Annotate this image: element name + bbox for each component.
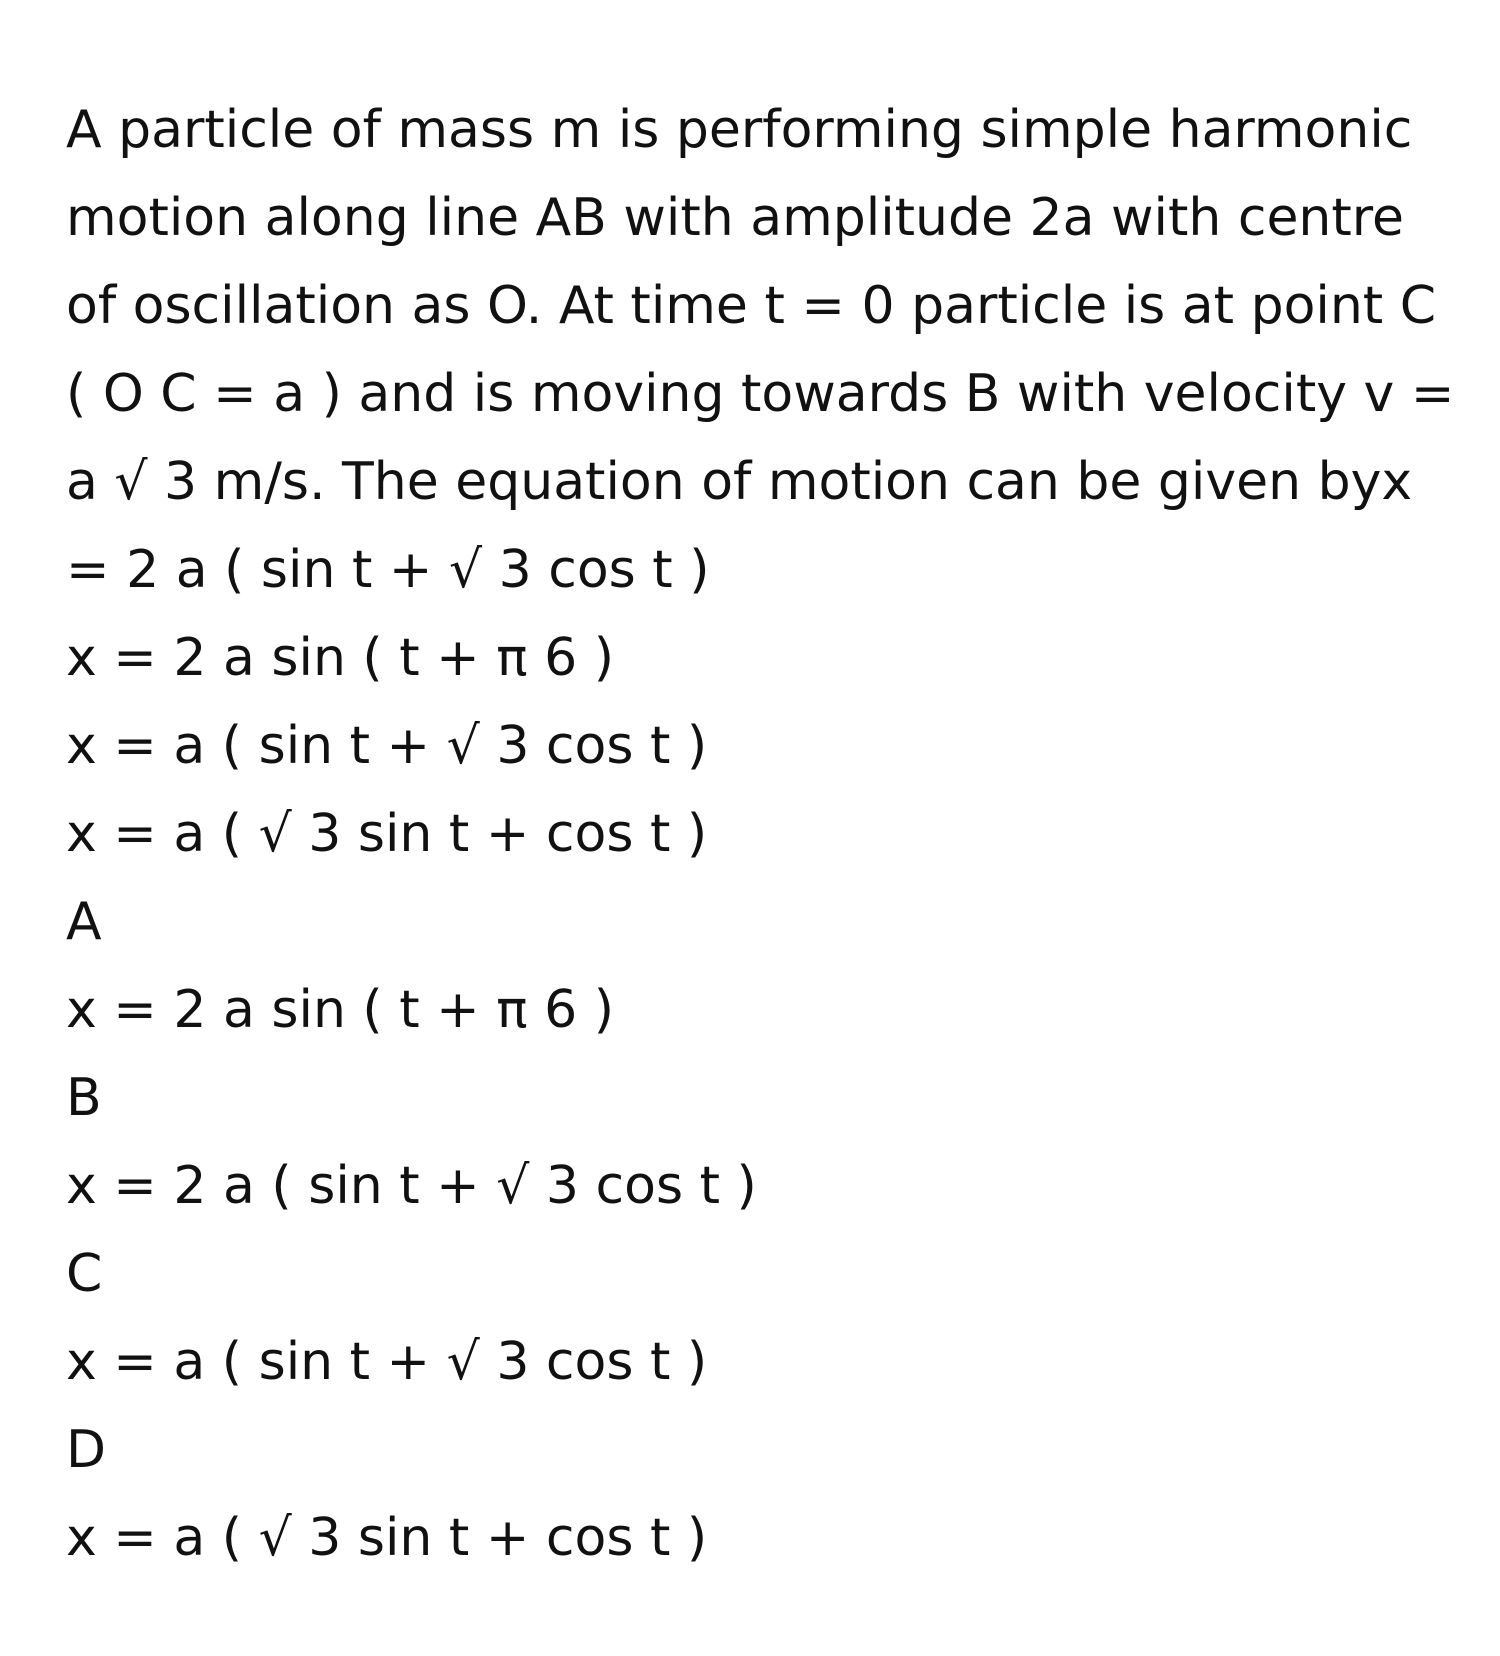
option-letter: D — [66, 1420, 107, 1480]
inline-choice: x = a ( sin t + √ 3 cos t ) — [66, 716, 708, 776]
option-letter: C — [66, 1244, 103, 1304]
question-line: = 2 a ( sin t + √ 3 cos t ) — [66, 540, 710, 600]
option-d[interactable] — [66, 1406, 1446, 1582]
question-line: ( O C = a ) and is moving towards B with velocity v = — [66, 364, 1455, 424]
option-letter: A — [66, 892, 102, 952]
option-text: x = a ( sin t + √ 3 cos t ) — [66, 1332, 708, 1392]
option-c[interactable] — [66, 1230, 1446, 1406]
option-a[interactable] — [66, 878, 1446, 1054]
question-document — [66, 86, 1455, 1582]
inline-choice: x = a ( √ 3 sin t + cos t ) — [66, 804, 708, 864]
option-text: x = 2 a sin ( t + π 6 ) — [66, 980, 615, 1040]
question-line: of oscillation as O. At time t = 0 particle is at point C — [66, 276, 1437, 336]
question-text — [66, 86, 1455, 614]
inline-choice: x = 2 a sin ( t + π 6 ) — [66, 628, 615, 688]
option-text: x = 2 a ( sin t + √ 3 cos t ) — [66, 1156, 757, 1216]
question-line: a √ 3 m/s. The equation of motion can be given byx — [66, 452, 1413, 512]
question-line: A particle of mass m is performing simple harmonic — [66, 100, 1413, 160]
option-letter: B — [66, 1068, 102, 1128]
option-b[interactable] — [66, 1054, 1446, 1230]
question-line: motion along line AB with amplitude 2a with centre — [66, 188, 1405, 248]
option-text: x = a ( √ 3 sin t + cos t ) — [66, 1508, 708, 1568]
